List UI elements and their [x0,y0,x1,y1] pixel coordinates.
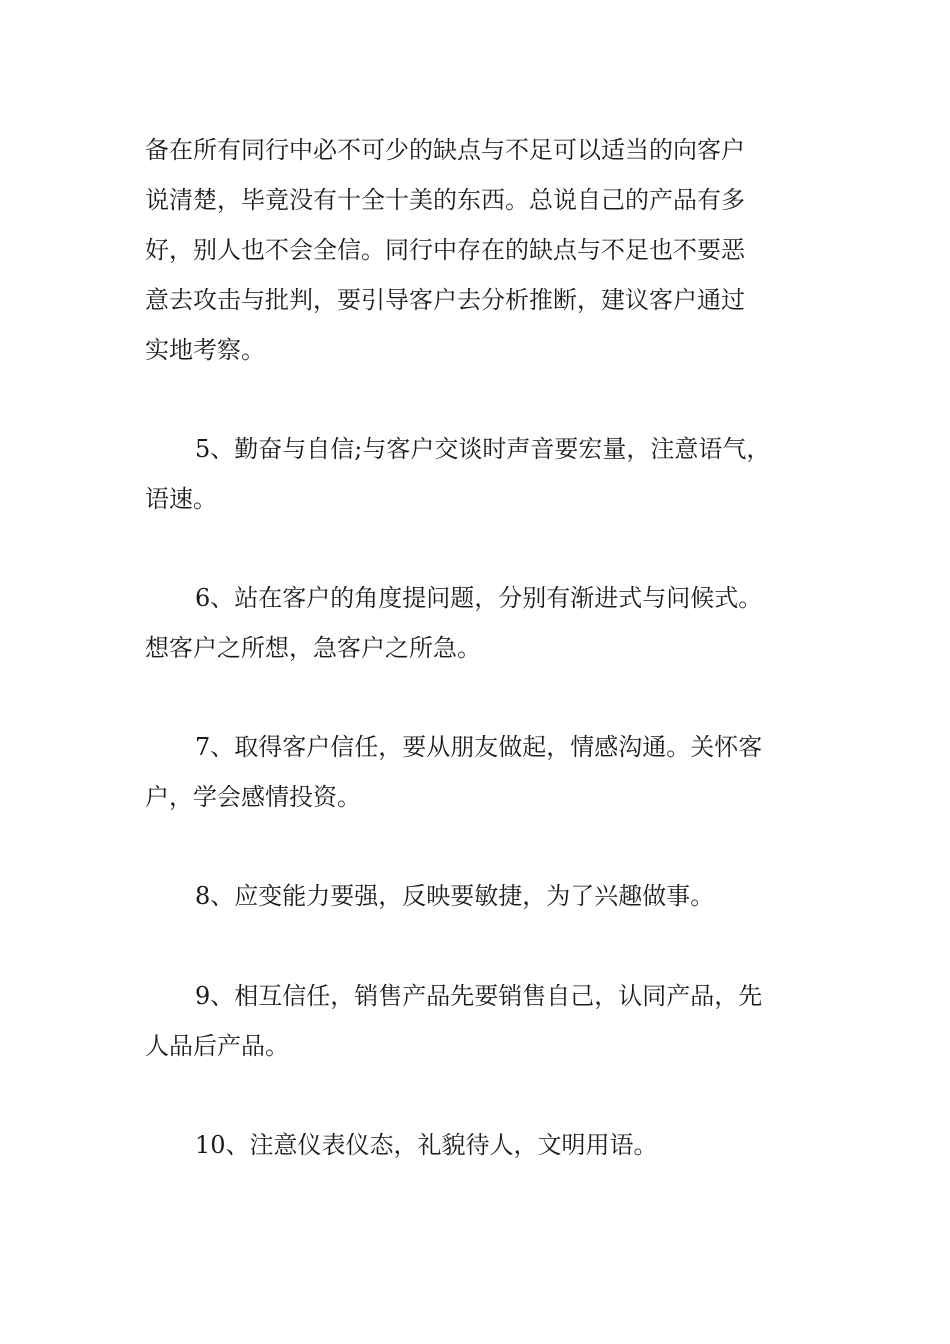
text-line: 说清楚，毕竟没有十全十美的东西。总说自己的产品有多 [145,186,745,214]
text-line: 实地考察。 [145,336,265,364]
text-line: 语速。 [145,485,217,513]
paragraph-item-5 [145,424,815,524]
paragraph-continuation [145,125,815,375]
text-line: 人品后产品。 [145,1032,289,1060]
text-line: 8、应变能力要强，反映要敏捷，为了兴趣做事。 [195,882,715,910]
text-line: 5、勤奋与自信;与客户交谈时声音要宏量，注意语气， [195,435,771,463]
text-line: 好，别人也不会全信。同行中存在的缺点与不足也不要恶 [145,236,745,264]
paragraph-item-8 [145,871,815,921]
text-line: 想客户之所想，急客户之所急。 [145,634,481,662]
text-line: 7、取得客户信任，要从朋友做起，情感沟通。关怀客 [195,733,763,761]
text-line: 6、站在客户的角度提问题，分别有渐进式与问候式。 [195,584,763,612]
paragraph-item-9 [145,971,815,1071]
paragraph-item-10 [145,1120,815,1170]
text-line: 户，学会感情投资。 [145,783,361,811]
text-line: 备在所有同行中必不可少的缺点与不足可以适当的向客户 [145,136,745,164]
text-line: 意去攻击与批判，要引导客户去分析推断，建议客户通过 [145,286,745,314]
paragraph-item-7 [145,722,815,822]
text-line: 10、注意仪表仪态，礼貌待人，文明用语。 [195,1131,658,1159]
text-line: 9、相互信任，销售产品先要销售自己，认同产品，先 [195,982,763,1010]
paragraph-item-6 [145,573,815,673]
